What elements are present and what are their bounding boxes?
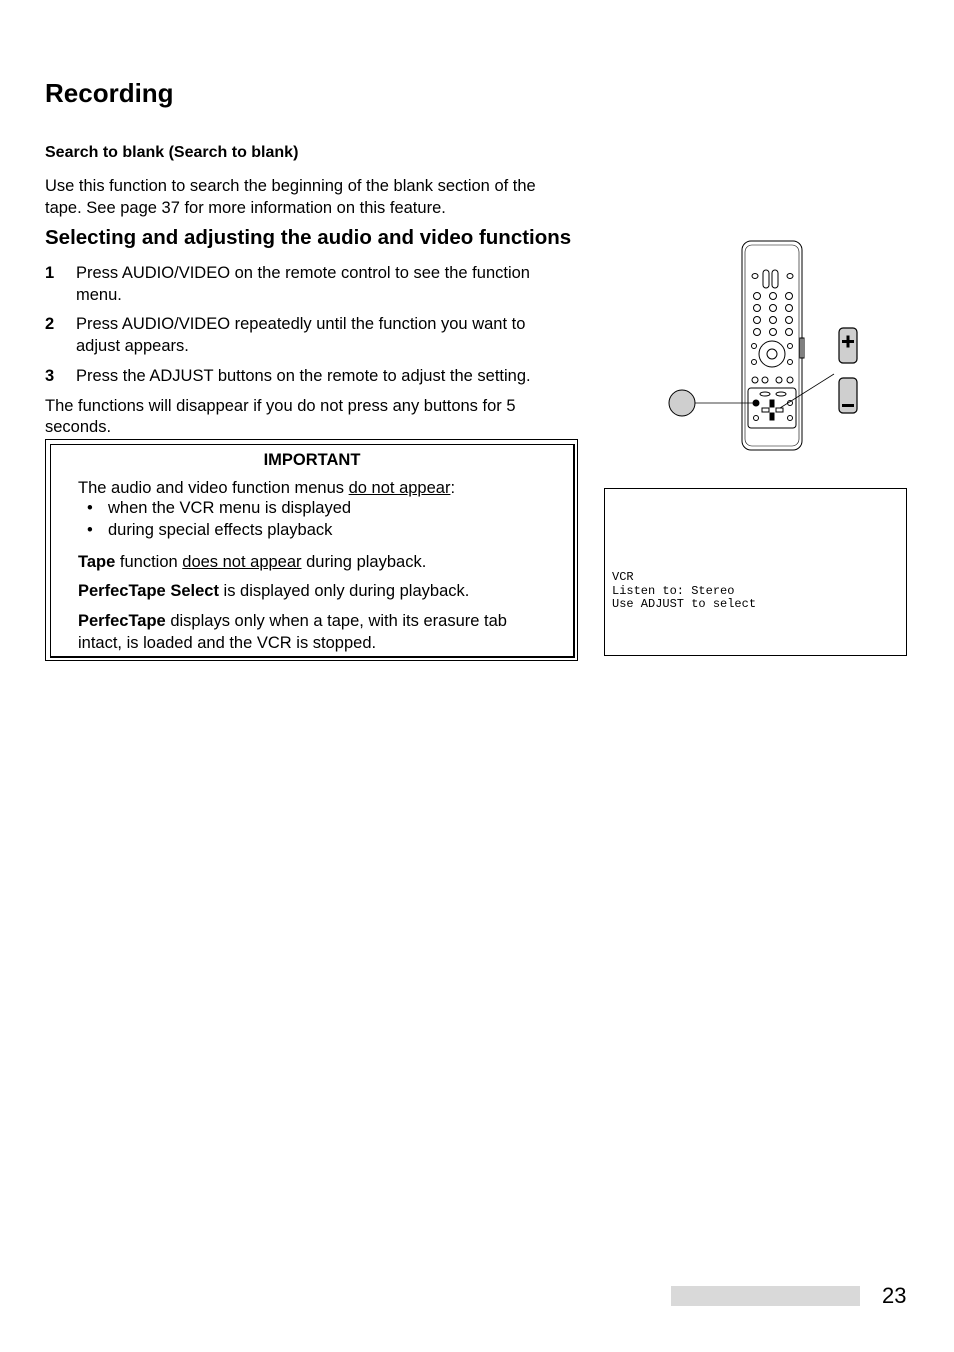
osd-line-3: Use ADJUST to select <box>612 597 757 611</box>
search-to-blank-body-2: tape. See page 37 for more information on this feature. <box>45 199 446 217</box>
page-number: 23 <box>882 1283 907 1308</box>
search-to-blank-heading: Search to blank (Search to blank) <box>45 144 299 161</box>
bullet-item: • when the VCR menu is displayed <box>87 499 352 517</box>
remote-control-illustration <box>660 236 860 456</box>
step-text-line1: Press the ADJUST buttons on the remote to adjust the setting. <box>76 367 531 385</box>
step-1 <box>45 263 590 306</box>
timeout-note-1: The functions will disappear if you do not press any buttons for 5 <box>45 397 516 415</box>
step-3 <box>45 366 590 388</box>
timeout-note-2: seconds. <box>45 418 112 436</box>
step-2 <box>45 314 590 357</box>
adjust-minus-icon <box>839 378 857 413</box>
step-text-line1: Press AUDIO/VIDEO repeatedly until the function you want to <box>76 315 526 333</box>
osd-line-2: Listen to: Stereo <box>612 583 735 598</box>
step-number: 3 <box>45 367 55 385</box>
perfectape-note: PerfecTape displays only when a tape, with its erasure tab <box>78 612 507 630</box>
audio-video-heading: Selecting and adjusting the audio and video functions <box>45 226 572 249</box>
important-title: IMPORTANT <box>263 451 361 469</box>
page-title: Recording <box>45 78 174 108</box>
perfectape-note-line2: intact, is loaded and the VCR is stopped. <box>78 634 377 652</box>
callout-circle <box>669 390 695 416</box>
on-screen-display <box>604 488 907 656</box>
step-text-line2: menu. <box>76 285 122 304</box>
important-box <box>45 439 578 661</box>
search-to-blank-body-1: Use this function to search the beginning of the blank section of the <box>45 177 536 195</box>
important-intro: The audio and video function menus do not appear: <box>78 479 456 497</box>
step-text-line1: Press AUDIO/VIDEO on the remote control to see the function <box>76 264 530 282</box>
footer-bar <box>671 1286 860 1306</box>
step-text-line2: adjust appears. <box>76 336 189 355</box>
step-number: 1 <box>45 264 55 282</box>
osd-line-1: VCR <box>612 570 634 584</box>
bullet-item: • during special effects playback <box>87 521 333 539</box>
perfectape-select-note: PerfecTape Select is displayed only during playback. <box>78 582 470 600</box>
tape-note: Tape function does not appear during playback. <box>78 553 427 571</box>
step-number: 2 <box>45 315 55 333</box>
